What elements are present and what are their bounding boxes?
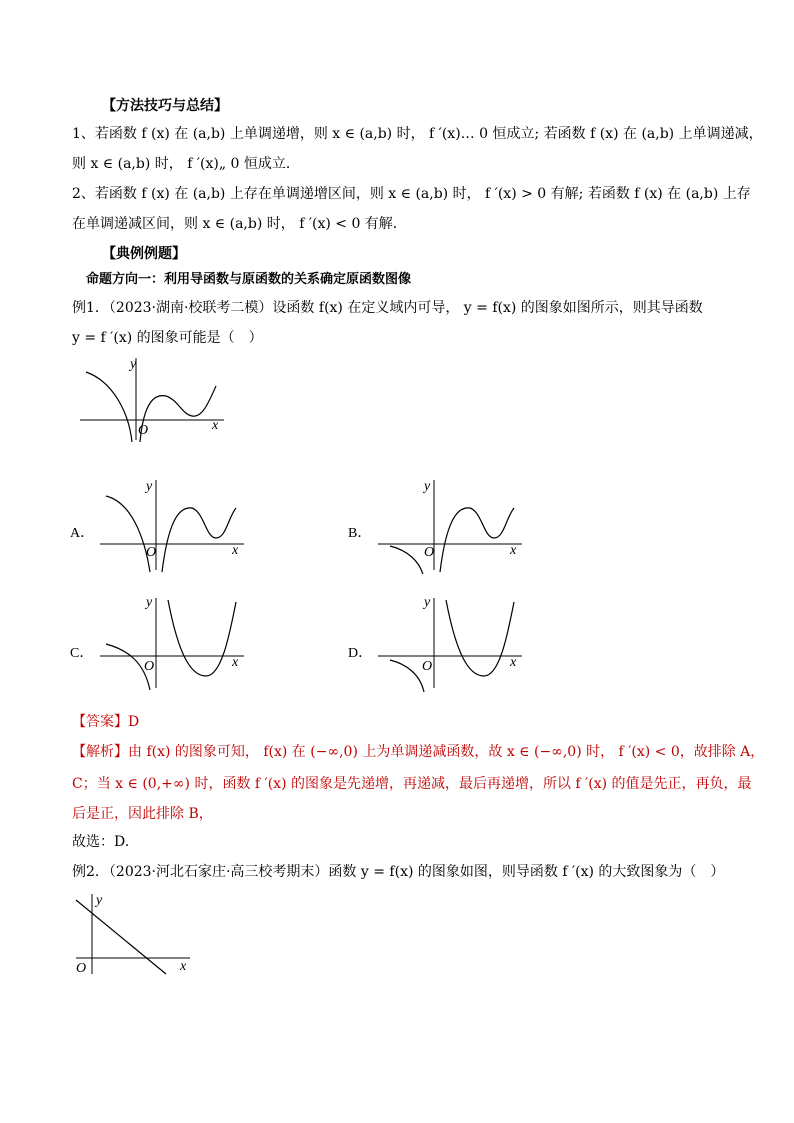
original-function-graph — [74, 354, 234, 444]
section-title: 【方法技巧与总结】 — [102, 98, 228, 114]
tip2-line1: 2、若函数 f (x) 在 (a,b) 上存在单调递增区间，则 x ∈ (a,b) 时， f ′(x) > 0 有解; 若函数 f (x) 在 (a,b) 上存 — [72, 186, 751, 202]
analysis-line2: C；当 x ∈ (0,+∞) 时，函数 f ′(x) 的图象是先递增，再递减，最后再递增，所以 f ′(x) 的值是先正，再负，最 — [72, 776, 752, 792]
svg-text:y: y — [96, 893, 103, 908]
answer-line: 【答案】D — [72, 714, 140, 730]
example1-line1: 例1．（2023·湖南·校联考二模）设函数 f(x) 在定义域内可导， y = f(x) 的图象如图所示，则其导函数 — [72, 300, 703, 316]
x-axis-label: x — [212, 418, 219, 433]
curve-right-branch — [140, 386, 216, 442]
direction-title: 命题方向一：利用导函数与原函数的关系确定原函数图像 — [86, 272, 412, 287]
decreasing-line — [76, 900, 166, 974]
analysis-line4: 故选：D. — [72, 834, 130, 850]
option-d-label[interactable]: D． — [348, 646, 373, 661]
option-a-label[interactable]: A． — [70, 526, 95, 541]
svg-text:y: y — [146, 595, 153, 610]
example2-graph — [70, 888, 200, 978]
svg-text:x: x — [180, 959, 187, 974]
tip1-line1: 1、若函数 f (x) 在 (a,b) 上单调递增，则 x ∈ (a,b) 时， f ′(x)… 0 恒成立; 若函数 f (x) 在 (a,b) 上单调递减， — [72, 126, 763, 142]
svg-text:O: O — [146, 545, 157, 560]
tip2-line2: 在单调递减区间，则 x ∈ (a,b) 时， f ′(x) < 0 有解． — [72, 216, 407, 232]
option-c-graph[interactable] — [94, 592, 254, 692]
curve-left-branch — [86, 372, 132, 442]
origin-label: O — [138, 423, 149, 438]
option-b-label[interactable]: B． — [348, 526, 372, 541]
example1-line2: y = f ′(x) 的图象可能是（ ） — [72, 330, 263, 346]
svg-text:x: x — [510, 655, 517, 670]
svg-text:x: x — [510, 543, 517, 558]
examples-title: 【典例例题】 — [102, 246, 186, 262]
svg-text:y: y — [424, 595, 431, 610]
svg-text:O: O — [424, 545, 435, 560]
svg-text:O: O — [76, 961, 87, 976]
option-d-graph[interactable] — [372, 592, 532, 692]
option-a-graph[interactable] — [94, 474, 254, 574]
svg-text:y: y — [146, 479, 153, 494]
example2-line1: 例2．（2023·河北石家庄·高三校考期末）函数 y = f(x) 的图象如图，则导函数 f ′(x) 的大致图象为（ ） — [72, 864, 725, 880]
svg-text:x: x — [232, 655, 239, 670]
analysis-line1: 【解析】由 f(x) 的图象可知， f(x) 在 (−∞,0) 上为单调递减函数，故 x ∈ (−∞,0) 时， f ′(x) < 0，故排除 A， — [72, 744, 765, 760]
svg-text:x: x — [232, 543, 239, 558]
option-b-graph[interactable] — [372, 474, 532, 574]
analysis-line3: 后是正，因此排除 B， — [72, 806, 213, 822]
y-axis-label: y — [130, 357, 137, 372]
svg-text:O: O — [144, 659, 155, 674]
option-c-label[interactable]: C． — [70, 646, 94, 661]
tip1-line2: 则 x ∈ (a,b) 时， f ′(x)„ 0 恒成立． — [72, 156, 300, 172]
svg-text:O: O — [422, 659, 433, 674]
svg-text:y: y — [424, 479, 431, 494]
